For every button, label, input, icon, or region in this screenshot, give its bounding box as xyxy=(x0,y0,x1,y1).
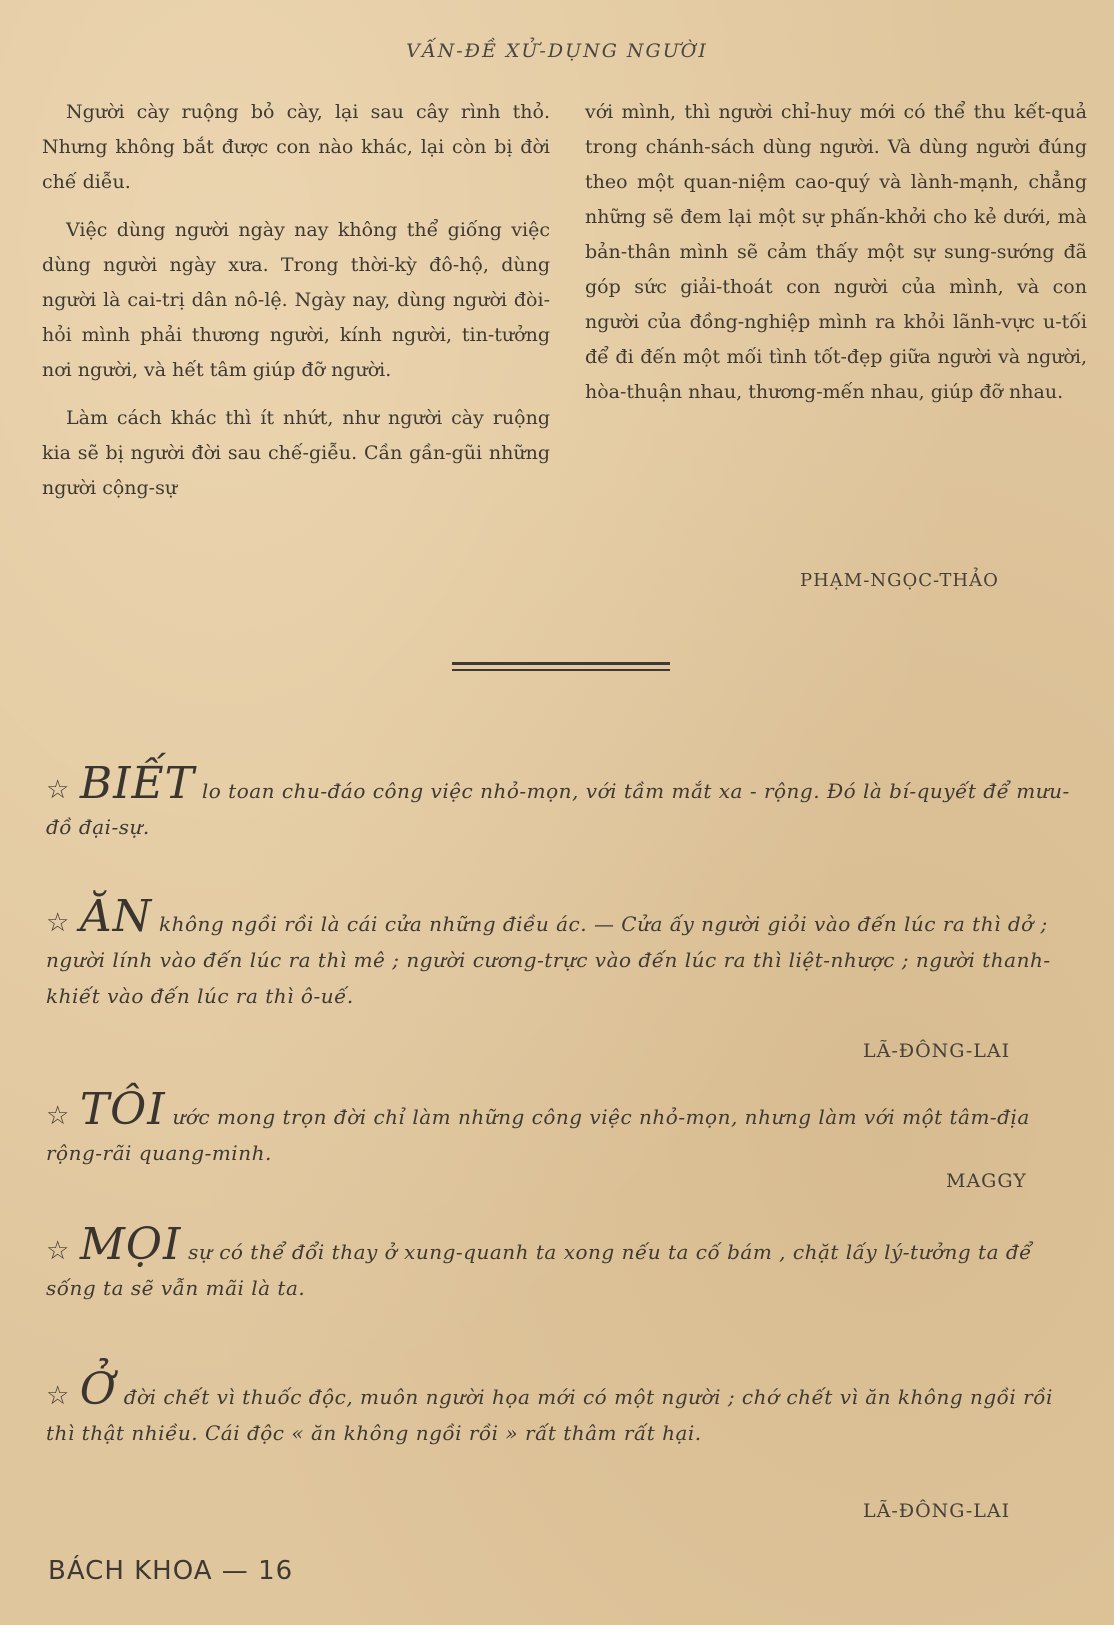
star-icon: ☆ xyxy=(46,1236,70,1266)
quote-dropcap: TÔI xyxy=(79,1084,166,1135)
page-footer xyxy=(48,1556,293,1586)
page-number: 16 xyxy=(258,1556,294,1586)
quote-attribution: MAGGY xyxy=(946,1170,1027,1192)
star-icon: ☆ xyxy=(46,775,70,805)
article-paragraph: với mình, thì người chỉ-huy mới có thể thu kết-quả trong chánh-sách dùng người. Và dùng người đúng theo một quan-niệm cao-quý và lành-mạnh, chẳng những sẽ đem lại một sự phấn-khởi cho kẻ dưới, mà bản-thân mình sẽ cảm thấy một sự sung-sướng đã góp sức giải-thoát con người của mình, và con người của đồng-nghiệp mình ra khỏi lãnh-vực u-tối để đi đến một mối tình tốt-đẹp giữa người và người, hòa-thuận nhau, thương-mến nhau, giúp đỡ nhau. xyxy=(585,101,1087,403)
quote-block xyxy=(46,1364,1086,1451)
quote-text: ước mong trọn đời chỉ làm những công việc nhỏ-mọn, nhưng làm với một tâm-địa rộng-rãi quang-minh. xyxy=(46,1105,1030,1165)
quote-block xyxy=(46,758,1086,845)
star-icon: ☆ xyxy=(46,908,70,938)
quote-text: không ngồi rồi là cái cửa những điều ác. — Cửa ấy người giỏi vào đến lúc ra thì dở ; người lính vào đến lúc ra thì mê ; người cương-trực vào đến lúc ra thì liệt-nhược ; người thanh-khiết vào đến lúc ra thì ô-uế. xyxy=(46,912,1051,1008)
quote-dropcap: ĂN xyxy=(79,891,153,942)
running-title: VẤN-ĐỀ XỬ-DỤNG NGƯỜI xyxy=(406,40,708,62)
quote-block xyxy=(46,1219,1086,1306)
quote-text: lo toan chu-đáo công việc nhỏ-mọn, với tầm mắt xa - rộng. Đó là bí-quyết để mưu-đồ đại-sự. xyxy=(46,779,1070,839)
quote-text: đời chết vì thuốc độc, muôn người họa mới có một người ; chớ chết vì ăn không ngồi rồi thì thật nhiều. Cái độc « ăn không ngồi rồi » rất thâm rất hại. xyxy=(46,1385,1053,1445)
quote-dropcap: MỌI xyxy=(79,1219,182,1270)
star-icon: ☆ xyxy=(46,1381,70,1411)
footer-separator: — xyxy=(221,1556,249,1586)
divider-rule xyxy=(452,662,670,665)
star-icon: ☆ xyxy=(46,1101,70,1131)
quote-block xyxy=(46,891,1086,1014)
quote-text: sự có thể đổi thay ở xung-quanh ta xong nếu ta cố bám , chặt lấy lý-tưởng ta để sống ta sẽ vẫn mãi là ta. xyxy=(46,1240,1032,1300)
quote-attribution: LÃ-ĐÔNG-LAI xyxy=(863,1500,1011,1522)
article-signature: PHẠM-NGỌC-THẢO xyxy=(800,570,999,591)
article-paragraph: Việc dùng người ngày nay không thể giống việc dùng người ngày xưa. Trong thời-kỳ đô-hộ, dùng người là cai-trị dân nô-lệ. Ngày nay, dùng người đòi-hỏi mình phải thương người, kính người, tin-tưởng nơi người, và hết tâm giúp đỡ người. xyxy=(42,219,550,381)
article-right-column xyxy=(585,95,1087,423)
quote-block xyxy=(46,1084,1086,1171)
divider-rule xyxy=(452,669,670,671)
magazine-name: BÁCH KHOA xyxy=(48,1556,213,1586)
quote-attribution: LÃ-ĐÔNG-LAI xyxy=(863,1040,1011,1062)
article-paragraph: Người cày ruộng bỏ cày, lại sau cây rình thỏ. Nhưng không bắt được con nào khác, lại còn bị đời chế diễu. xyxy=(42,101,550,193)
article-paragraph: Làm cách khác thì ít nhứt, như người cày ruộng kia sẽ bị người đời sau chế-giễu. Cần gần-gũi những người cộng-sự xyxy=(42,407,550,499)
quote-dropcap: Ở xyxy=(79,1364,117,1415)
article-left-column xyxy=(42,95,550,519)
quote-dropcap: BIẾT xyxy=(79,758,195,809)
